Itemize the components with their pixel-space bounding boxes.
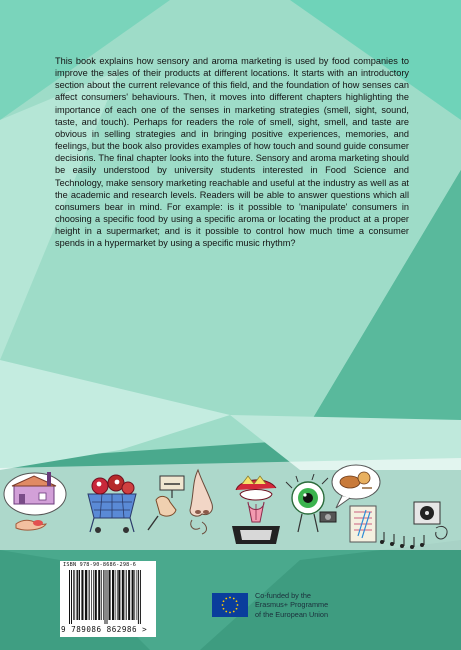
shopping-basket-icon — [80, 472, 144, 536]
isbn-label: ISBN 978-90-8686-298-6 — [63, 562, 137, 568]
tongue-mouth-icon — [226, 472, 286, 550]
market-stall-icon — [2, 468, 72, 538]
isbn-barcode — [60, 561, 156, 637]
barcode-bars — [68, 570, 150, 624]
isbn-digits: 9 789086 862986 > — [61, 625, 148, 634]
eu-flag-icon — [212, 593, 248, 617]
funding-line-2: Erasmus+ Programme — [255, 600, 329, 610]
nose-icon — [178, 466, 220, 536]
music-notes-icon — [346, 498, 456, 554]
funding-line-3: of the European Union — [255, 609, 329, 619]
funding-statement — [255, 591, 375, 619]
back-cover-blurb: This book explains how sensory and aroma marketing is used by food companies to improve the sales of their products at different locations. It starts with an introductory section about the current relevance of this field, and the foundation of how senses can affect consumers' behaviours. Then, it moves into different chapters highlighting the importance of each one of the senses in marketing strategies (smell, sight, sound, taste, and touch). Perhaps for readers the role of smell, sight, smell, and taste are obvious in selling strategies and in bringing positive experiences, memories, and feelings, but the book also provides examples of how touch and sound guide consumer decisions. The final chapter looks into the future. Sensory and aroma marketing should be easily understood by university students interested in Food Science and Technology, make sensory marketing reachable and useful at the industry as well as at the academic and research levels. Readers will be able to answer questions which all consumers bear in mind. For example: is it possible to 'manipulate' consumers in choosing a specific food by using a specific aroma or locating the product at a proper height in a supermarket; and is it possible to control how much time a consumer spends in a hypermarket by using a specific music rhythm? — [55, 56, 409, 249]
funding-line-1: Co-funded by the — [255, 591, 311, 600]
